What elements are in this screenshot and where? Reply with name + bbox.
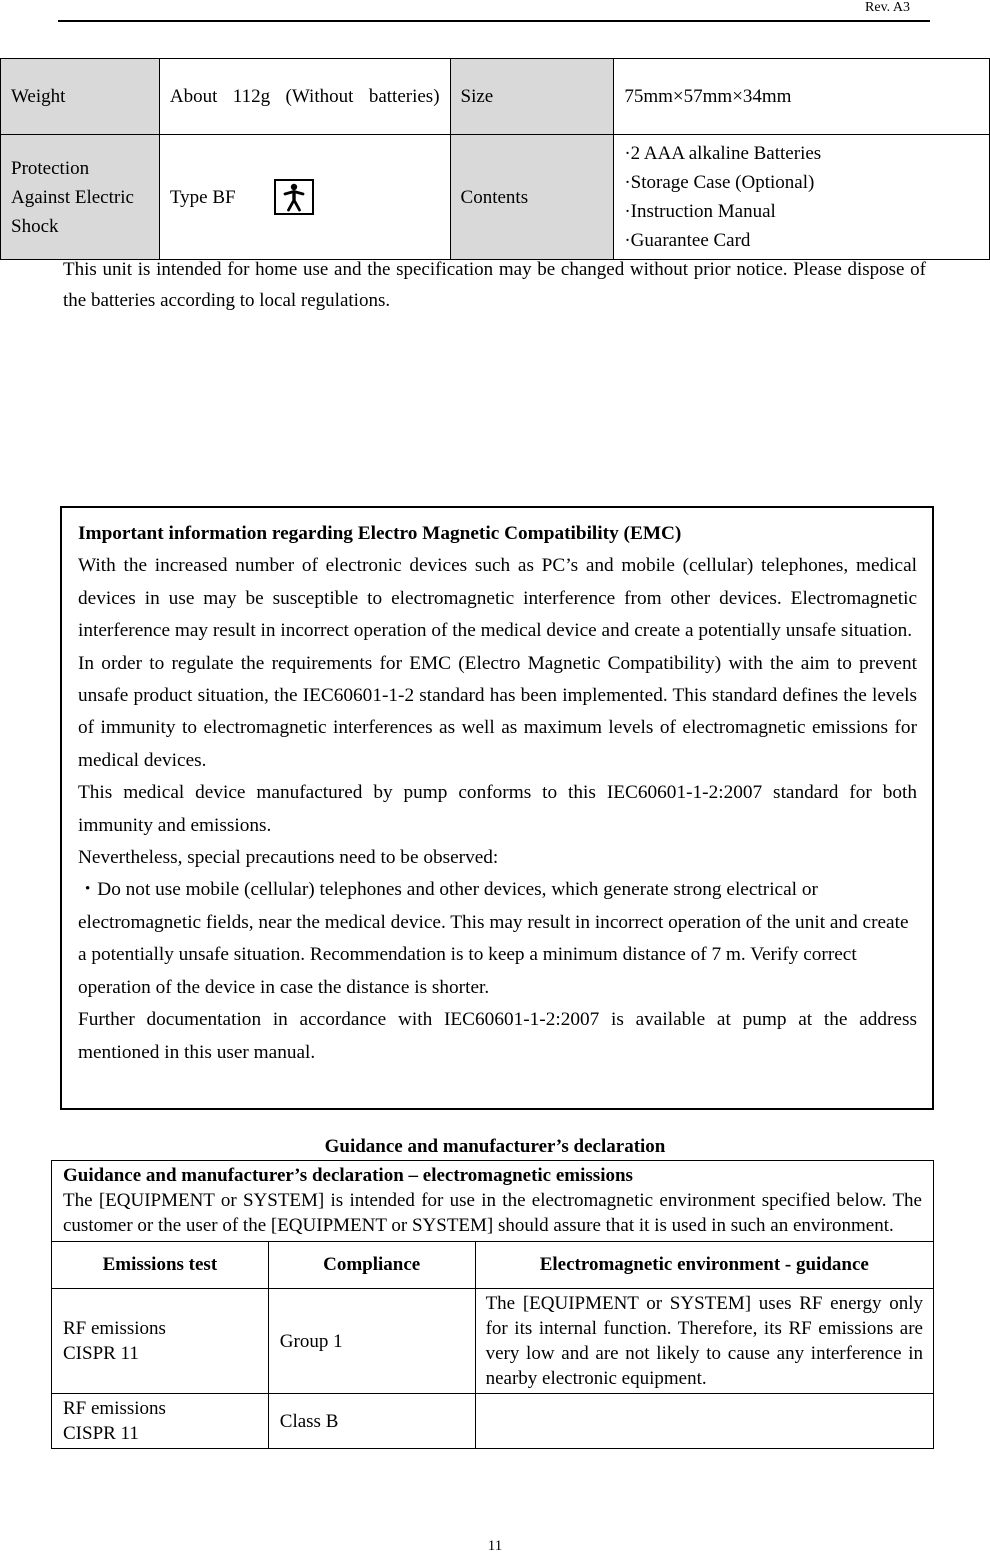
- compliance-cell: Group 1: [268, 1289, 475, 1394]
- contents-label: Contents: [450, 135, 614, 260]
- contents-list: [614, 135, 990, 260]
- contents-item: ·Instruction Manual: [624, 201, 776, 222]
- emissions-table-intro-text: The [EQUIPMENT or SYSTEM] is intended for use in the electromagnetic environment specified below. The customer or the user of the [EQUIPMENT or SYSTEM] should assure that it is used in such an environment.: [63, 1190, 922, 1236]
- guidance-cell: The [EQUIPMENT or SYSTEM] uses RF energy only for its internal function. Therefore, its RF emissions are very low and are not likely to cause any interference in nearby electronic equipment.: [475, 1289, 933, 1394]
- column-header: Emissions test: [52, 1242, 269, 1289]
- protection-value: Type BF: [169, 186, 236, 208]
- protection-label: Protection Against Electric Shock: [1, 135, 160, 260]
- emissions-test-standard: CISPR 11: [63, 1423, 139, 1444]
- emissions-table-intro: [52, 1161, 934, 1242]
- type-bf-person-icon: [274, 179, 314, 215]
- emissions-test-name: RF emissions: [63, 1398, 166, 1419]
- protection-cell: [159, 135, 450, 260]
- page-number: 11: [487, 1538, 503, 1554]
- table-row: [52, 1394, 934, 1449]
- revision-label: Rev. A3: [865, 0, 910, 15]
- header-rule: [58, 20, 930, 22]
- size-value: 75mm×57mm×34mm: [614, 59, 990, 135]
- emissions-test-cell: [52, 1394, 269, 1449]
- weight-value: About 112g (Without batteries): [159, 59, 450, 135]
- emc-paragraph: Further documentation in accordance with IEC60601-1-2:2007 is available at pump at the address mentioned in this user manual.: [78, 1009, 917, 1063]
- contents-item: ·Guarantee Card: [624, 230, 751, 251]
- emc-paragraph: Nevertheless, special precautions need to be observed:: [78, 847, 499, 869]
- table-row: [52, 1289, 934, 1394]
- contents-item: ·Storage Case (Optional): [624, 172, 815, 193]
- emissions-test-name: RF emissions: [63, 1318, 166, 1339]
- emissions-table-title: Guidance and manufacturer’s declaration – electromagnetic emissions: [63, 1165, 633, 1186]
- weight-label: Weight: [1, 59, 160, 135]
- guidance-cell: [475, 1394, 933, 1449]
- emc-paragraph: This medical device manufactured by pump conforms to this IEC60601-1-2:2007 standard for both immunity and emissions.: [78, 782, 917, 836]
- emc-precaution-item: ・Do not use mobile (cellular) telephones and other devices, which generate strong electrical or electromagnetic fields, near the medical device. This may result in incorrect operation of the unit and create a potentially unsafe situation. Recommendation is to keep a minimum distance of 7 m. Verify correct operation of the device in case the distance is shorter.: [78, 879, 909, 998]
- contents-item: ·2 AAA alkaline Batteries: [624, 143, 822, 164]
- emc-paragraph: With the increased number of electronic devices such as PC’s and mobile (cellular) telephones, medical devices in use may be susceptible to electromagnetic interference from other devices. Electromagnetic interference may result in incorrect operation of the medical device and create a potentially unsafe situation.: [78, 555, 917, 642]
- emc-paragraph: In order to regulate the requirements for EMC (Electro Magnetic Compatibility) with the aim to prevent unsafe product situation, the IEC60601-1-2 standard has been implemented. This standard defines the levels of immunity to electromagnetic interferences as well as maximum levels of electromagnetic emissions for medical devices.: [78, 652, 917, 771]
- emc-title: Important information regarding Electro Magnetic Compatibility (EMC): [78, 523, 682, 544]
- home-use-note: This unit is intended for home use and the specification may be changed without prior notice. Please dispose of the batteries according to local regulations.: [63, 259, 926, 311]
- emissions-test-cell: [52, 1289, 269, 1394]
- emissions-test-standard: CISPR 11: [63, 1343, 139, 1364]
- emc-info-box: [60, 506, 934, 1110]
- spec-table: [0, 58, 990, 260]
- column-header: Compliance: [268, 1242, 475, 1289]
- size-label: Size: [450, 59, 614, 135]
- emissions-table: [51, 1160, 934, 1449]
- declaration-heading: Guidance and manufacturer’s declaration: [324, 1136, 666, 1157]
- compliance-cell: Class B: [268, 1394, 475, 1449]
- column-header: Electromagnetic environment - guidance: [475, 1242, 933, 1289]
